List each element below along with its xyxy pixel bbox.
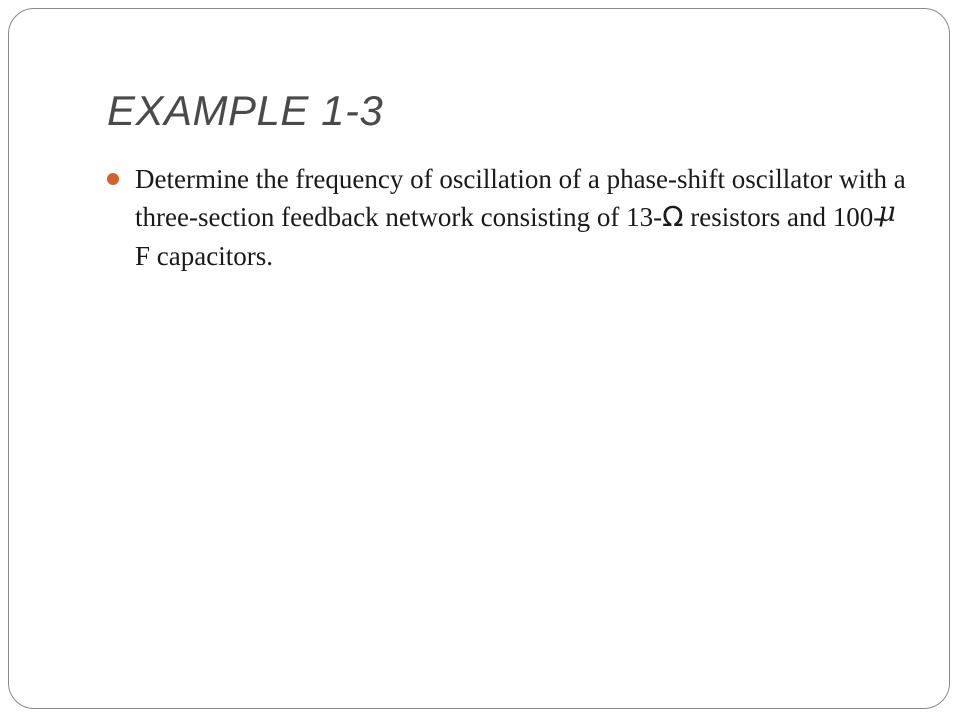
bullet-text-part1: Determine the frequency of oscillation of a phase-shift oscillator with a three-section feedback network consisting of 13-: [135, 164, 906, 232]
mu-symbol: μ: [878, 197, 896, 228]
omega-symbol: Ω: [662, 200, 684, 233]
bullet-item: [107, 160, 907, 275]
bullet-text-part2: resistors and 100-: [683, 202, 883, 232]
slide-body: [107, 160, 907, 275]
bullet-text-part3: F capacitors.: [135, 241, 273, 271]
bullet-icon: [107, 173, 119, 185]
slide-title: EXAMPLE 1-3: [107, 87, 384, 134]
